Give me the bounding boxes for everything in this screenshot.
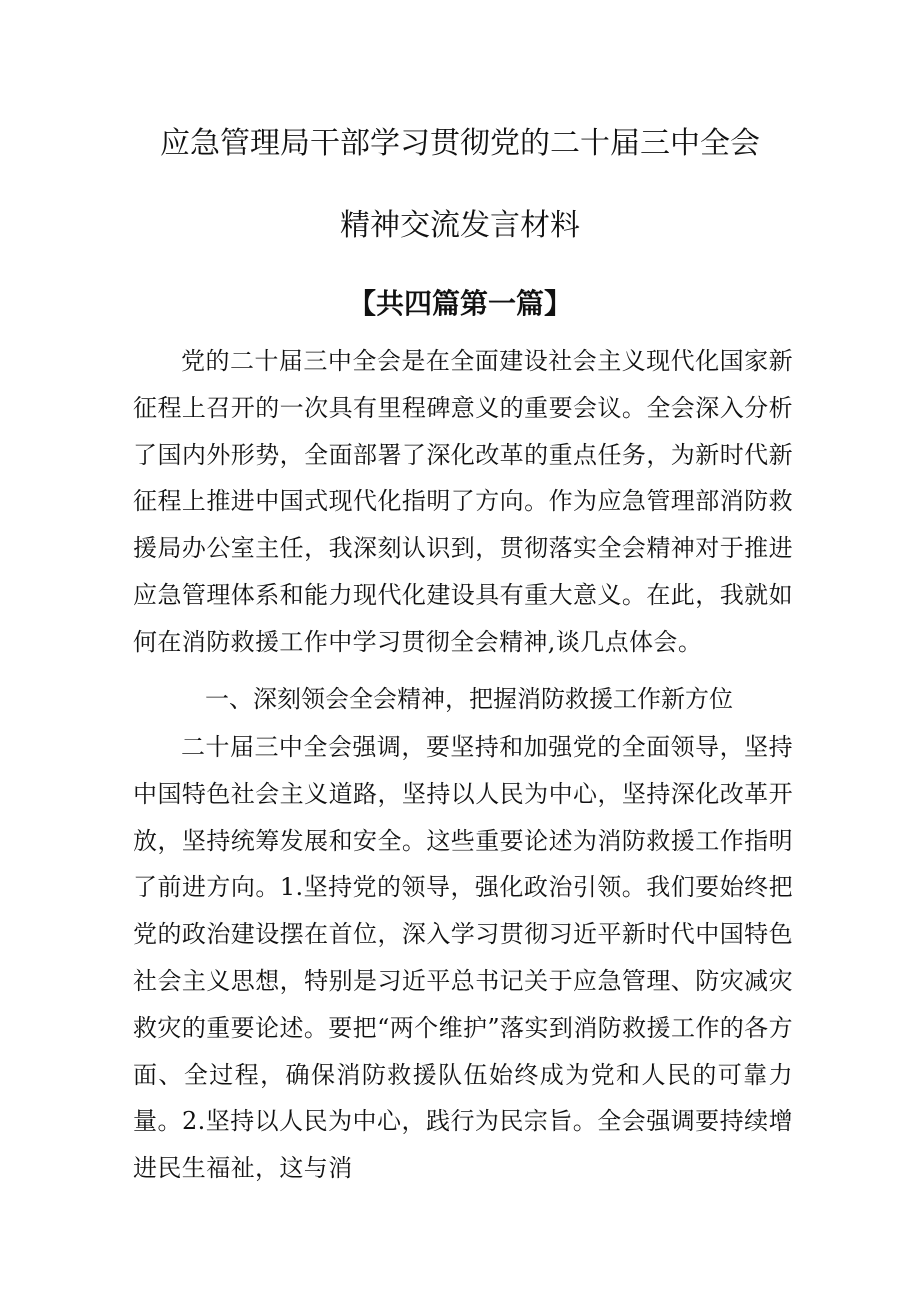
- document-title-line-1: 应急管理局干部学习贯彻党的二十届三中全会: [160, 126, 760, 161]
- section-1-paragraph: 二十届三中全会强调，要坚持和加强党的全面领导，坚持中国特色社会主义道路，坚持以人民为中心，坚持深化改革开放，坚持统筹发展和安全。这些重要论述为消防救援工作指明了前进方向。1.坚持党的领导，强化政治引领。我们要始终把党的政治建设摆在首位，深入学习贯彻习近平新时代中国特色社会主义思想，特别是习近平总书记关于应急管理、防灾减灾救灾的重要论述。要把“两个维护”落实到消防救援工作的各方面、全过程，确保消防救援队伍始终成为党和人民的可靠力量。2.坚持以人民为中心，践行为民宗旨。全会强调要持续增进民生福祉，这与消: [133, 733, 793, 1183]
- document-subtitle: 【共四篇第一篇】: [347, 287, 572, 320]
- section-heading-1: 一、深刻领会全会精神，把握消防救援工作新方位: [205, 685, 733, 713]
- intro-paragraph: 党的二十届三中全会是在全面建设社会主义现代化国家新征程上召开的一次具有里程碑意义的重要会议。全会深入分析了国内外形势，全面部署了深化改革的重点任务，为新时代新征程上推进中国式现代化指明了方向。作为应急管理部消防救援局办公室主任，我深刻认识到，贯彻落实全会精神对于推进应急管理体系和能力现代化建设具有重大意义。在此，我就如何在消防救援工作中学习贯彻全会精神,谈几点体会。: [133, 347, 793, 656]
- document-title-line-2: 精神交流发言材料: [340, 208, 580, 243]
